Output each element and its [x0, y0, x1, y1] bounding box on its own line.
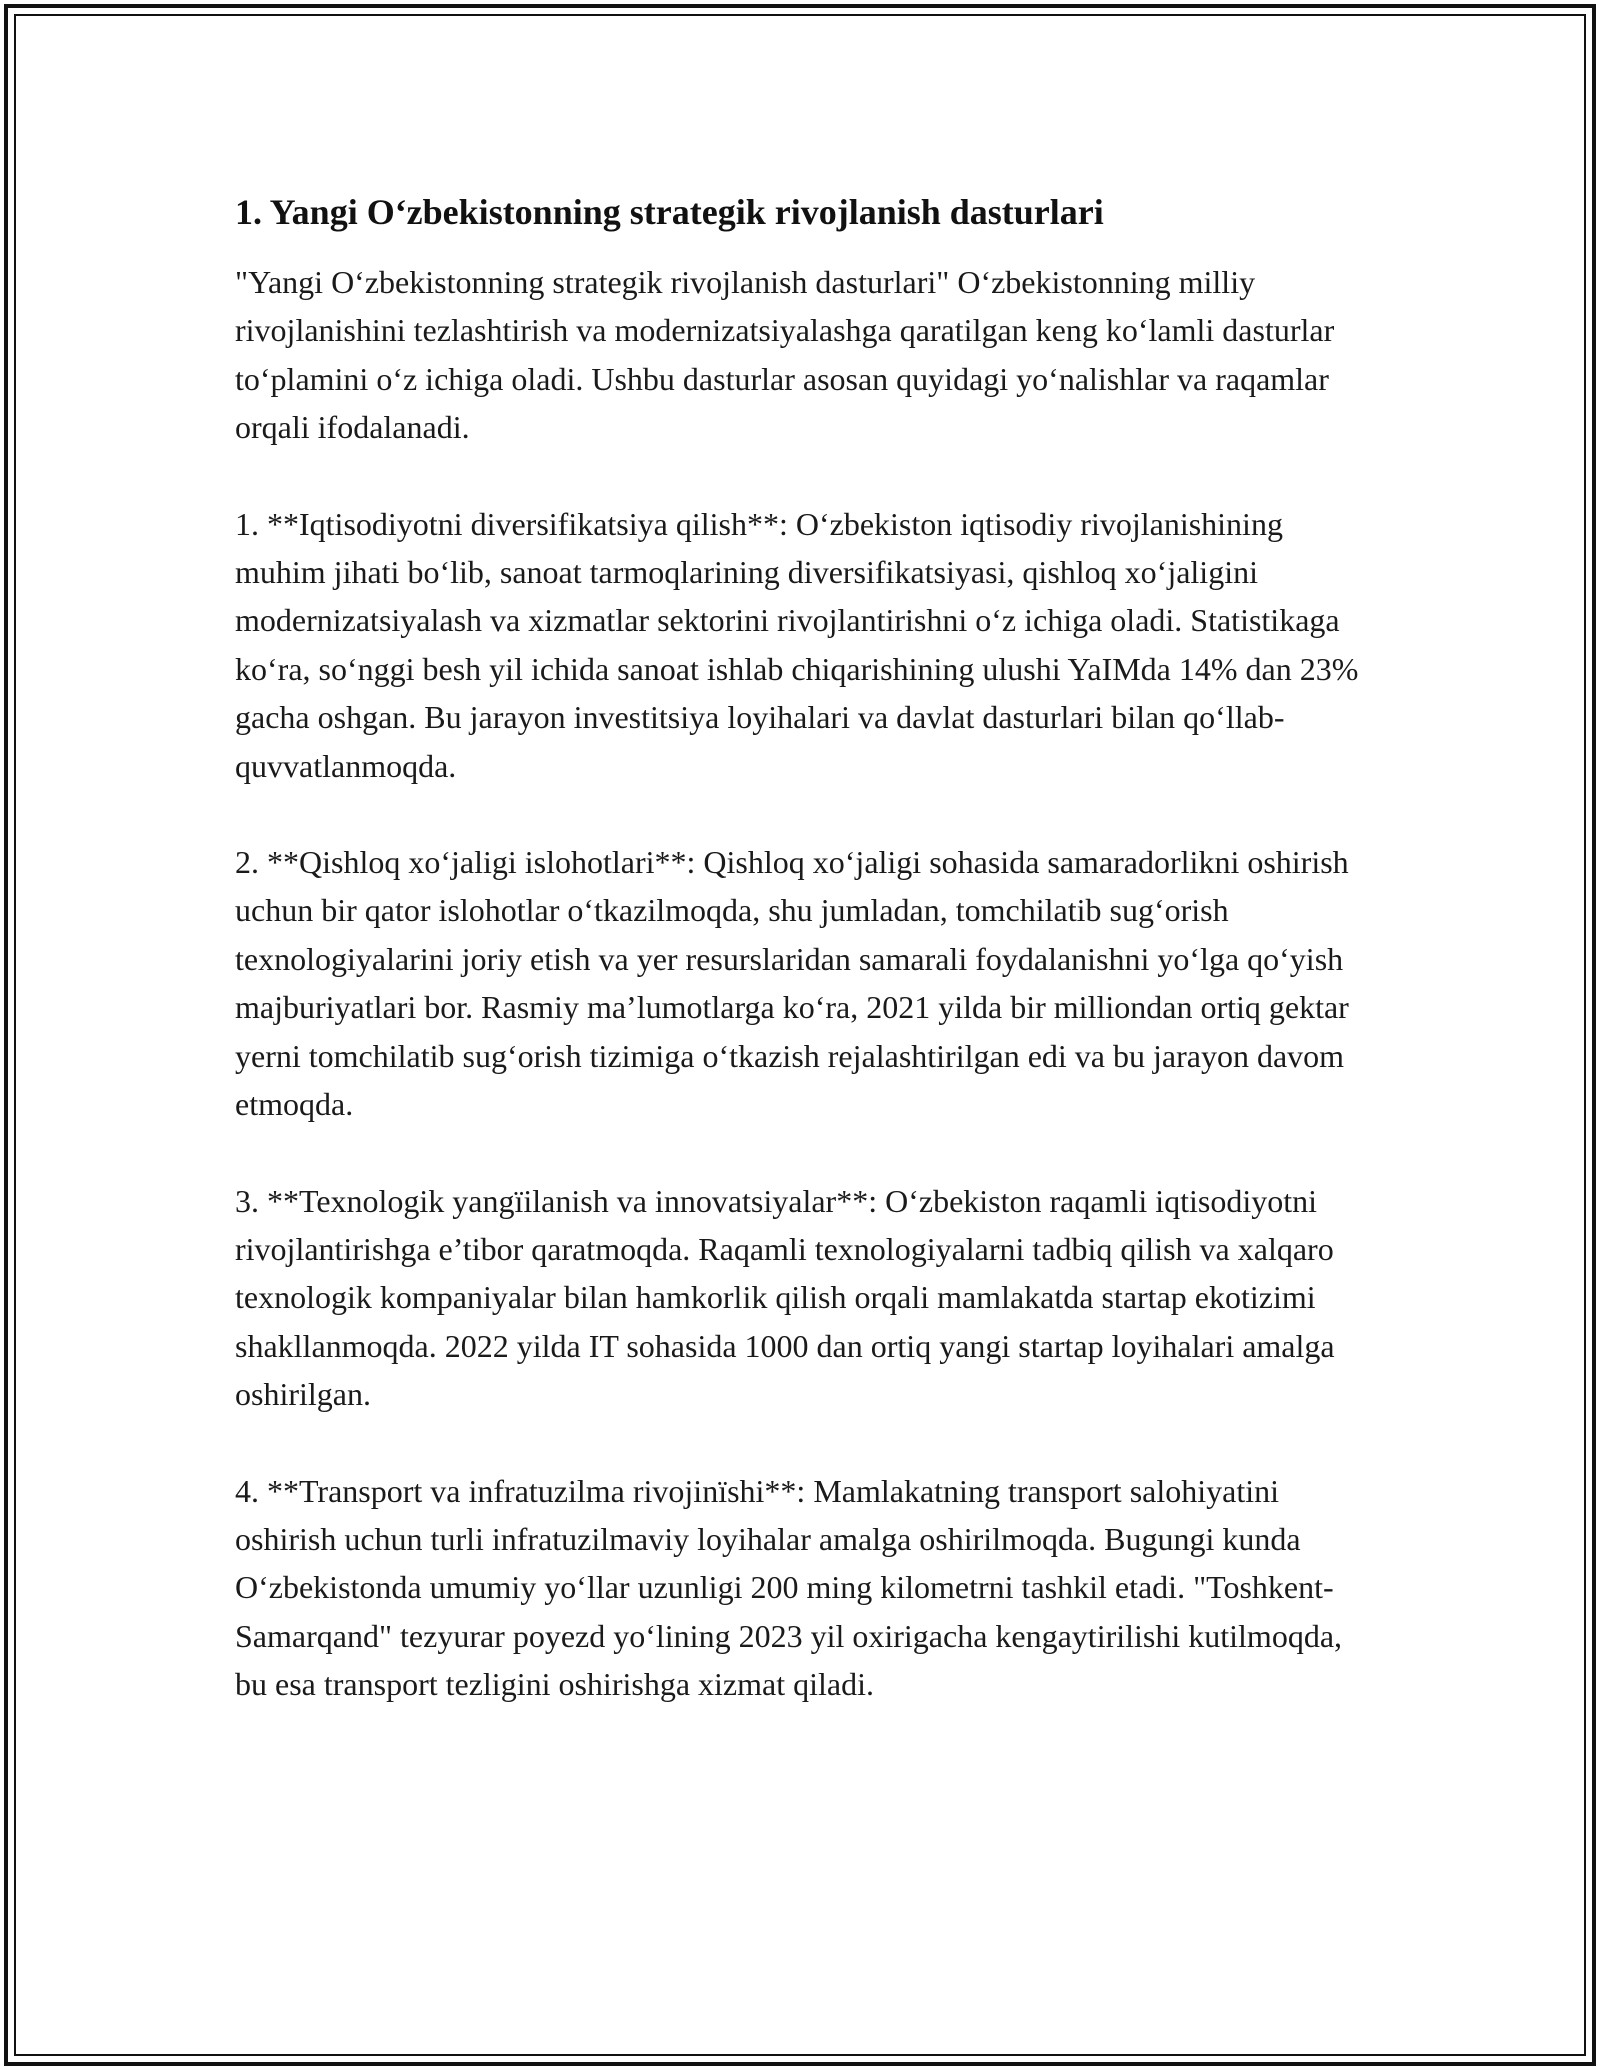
- paragraph-transport: 4. **Transport va infratuzilma rivojinïshi**: Mamlakatning transport salohiyatini oshirish uchun turli infratuzilmaviy loyihalar amalga oshirilmoqda. Bugungi kunda O‘zbekistonda umumiy yo‘llar uzunligi 200 ming kilometrni tashkil etadi. "Toshkent-Samarqand" tezyurar poyezd yo‘lining 2023 yil oxirigacha kengaytirilishi kutilmoqda, bu esa transport tezligini oshirishga xizmat qiladi.: [235, 1472, 1343, 1703]
- paragraph-technology: 3. **Texnologik yangïilanish va innovatsiyalar**: O‘zbekiston raqamli iqtisodiyotni rivojlantirishga e’tibor qaratmoqda. Raqamli texnologiyalarni tadbiq qilish va xalqaro texnologik kompaniyalar bilan hamkorlik qilish orqali mamlakatda startap ekotizimi shakllanmoqda. 2022 yilda IT sohasida 1000 dan ortiq yangi startap loyihalari amalga oshirilgan.: [235, 1182, 1335, 1413]
- document-title: 1. Yangi O‘zbekistonning strategik rivojlanish dasturlari: [235, 192, 1104, 232]
- paragraph-agriculture: 2. **Qishloq xo‘jaligi islohotlari**: Qishloq xo‘jaligi sohasida samaradorlikni oshirish uchun bir qator islohotlar o‘tkazilmoqda, shu jumladan, tomchilatib sug‘orish texnologiyalarini joriy etish va yer resurslaridan samarali foydalanishni yo‘lga qo‘yish majburiyatlari bor. Rasmiy ma’lumotlarga ko‘ra, 2021 yilda bir milliondan ortiq gektar yerni tomchilatib sug‘orish tizimiga o‘tkazish rejalashtirilgan edi va bu jarayon davom etmoqda.: [235, 844, 1349, 1123]
- document-body: [235, 186, 1375, 1757]
- paragraph-diversification: 1. **Iqtisodiyotni diversifikatsiya qilish**: O‘zbekiston iqtisodiy rivojlanishining muhim jihati bo‘lib, sanoat tarmoqlarining diversifikatsiyasi, qishloq xo‘jaligini modernizatsiyalash va xizmatlar sektorini rivojlantirishni o‘z ichiga oladi. Statistikaga ko‘ra, so‘nggi besh yil ichida sanoat ishlab chiqarishining ulushi YaIMda 14% dan 23% gacha oshgan. Bu jarayon investitsiya loyihalari va davlat dasturlari bilan qo‘llab-quvvatlanmoqda.: [235, 505, 1359, 784]
- intro-paragraph: "Yangi O‘zbekistonning strategik rivojlanish dasturlari" O‘zbekistonning milliy rivojlanishini tezlashtirish va modernizatsiyalashga qaratilgan keng ko‘lamli dasturlar to‘plamini o‘z ichiga oladi. Ushbu dasturlar asosan quyidagi yo‘nalishlar va raqamlar orqali ifodalanadi.: [235, 264, 1335, 446]
